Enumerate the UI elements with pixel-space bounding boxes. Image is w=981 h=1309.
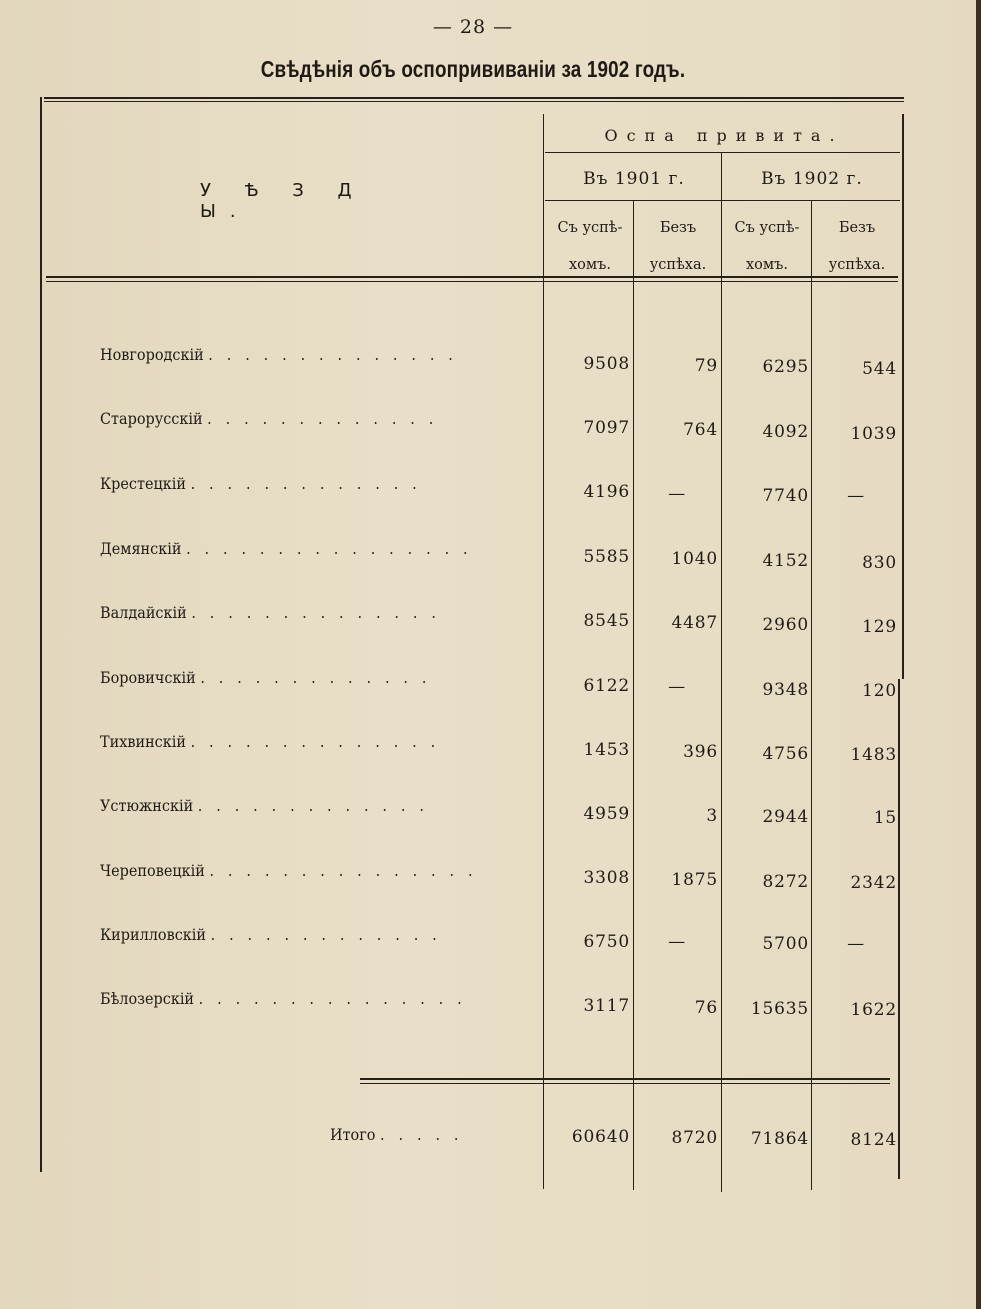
district-name: Тихвинскій xyxy=(100,733,186,751)
district-name: Бѣлозерскій xyxy=(100,990,195,1008)
district-name: Валдайскій xyxy=(100,604,187,622)
district-name: Новгородскій xyxy=(100,346,204,364)
cell-1901-fail: 4487 xyxy=(671,613,718,633)
cell-1902-fail: 544 xyxy=(862,359,897,379)
district-name: Крестецкій xyxy=(100,475,186,493)
vaccinated-header: Оспа привита. xyxy=(604,126,844,145)
district-name: Устюжнскій xyxy=(100,797,194,815)
cell-1902-fail: 1622 xyxy=(850,1000,897,1020)
district-name: Старорусскій xyxy=(100,410,203,428)
without-success-header-1901: Безъ успѣха. xyxy=(649,220,707,273)
cell-1902-success: 2960 xyxy=(762,615,809,635)
district-name: Боровичскій xyxy=(100,669,196,687)
cell-1902-success: 15635 xyxy=(750,999,809,1019)
total-1902-success: 71864 xyxy=(750,1129,809,1149)
cell-1902-fail: 1483 xyxy=(850,745,897,765)
with-success-header-1902: Съ успѣ- хомъ. xyxy=(734,220,800,273)
district-name: Череповецкій xyxy=(100,862,205,880)
cell-1902-success: 7740 xyxy=(762,486,809,506)
cell-1902-success: 4152 xyxy=(762,551,809,571)
cell-1901-fail: 1040 xyxy=(671,549,718,569)
cell-1901-success: 3308 xyxy=(583,868,630,888)
page-number: — 28 — xyxy=(432,16,514,38)
cell-1902-fail: 120 xyxy=(862,681,897,701)
cell-1901-fail: 3 xyxy=(706,806,718,826)
cell-1901-fail: 396 xyxy=(683,742,718,762)
book-spine-edge xyxy=(976,0,981,1309)
district-name: Демянскій xyxy=(100,540,182,558)
cell-1901-fail: 764 xyxy=(683,420,718,440)
cell-1901-success: 6122 xyxy=(583,676,630,696)
total-label: Итого xyxy=(330,1126,376,1144)
districts-header: У Ѣ З Д Ы. xyxy=(200,180,366,222)
cell-1902-fail: 15 xyxy=(873,808,897,828)
cell-1901-success: 1453 xyxy=(583,740,630,760)
cell-1901-fail: — xyxy=(668,677,686,697)
cell-1902-success: 4756 xyxy=(762,744,809,764)
cell-1902-success: 9348 xyxy=(762,680,809,700)
cell-1901-success: 9508 xyxy=(583,354,630,374)
cell-1901-success: 5585 xyxy=(583,547,630,567)
cell-1901-fail: 1875 xyxy=(671,870,718,890)
year-1901-header: Въ 1901 г. xyxy=(583,169,685,189)
cell-1902-success: 2944 xyxy=(762,807,809,827)
cell-1902-fail: 2342 xyxy=(850,873,897,893)
cell-1901-fail: 79 xyxy=(694,356,718,376)
without-success-header-1902: Безъ успѣха. xyxy=(828,220,886,273)
cell-1902-success: 6295 xyxy=(762,357,809,377)
cell-1901-success: 3117 xyxy=(583,996,630,1016)
cell-1902-fail: 1039 xyxy=(850,424,897,444)
total-1902-fail: 8124 xyxy=(850,1130,897,1150)
total-1901-success: 60640 xyxy=(571,1127,630,1147)
cell-1901-fail: — xyxy=(668,484,686,504)
cell-1901-success: 4196 xyxy=(583,482,630,502)
cell-1902-fail: — xyxy=(847,486,865,506)
cell-1901-success: 7097 xyxy=(583,418,630,438)
with-success-header-1901: Съ успѣ- хомъ. xyxy=(557,220,623,273)
cell-1901-success: 6750 xyxy=(583,932,630,952)
cell-1902-success: 5700 xyxy=(762,934,809,954)
cell-1901-success: 4959 xyxy=(583,804,630,824)
district-name: Кирилловскій xyxy=(100,926,207,944)
page-title: Свѣдѣнія объ оспопрививаніи за 1902 годъ. xyxy=(260,56,686,82)
cell-1901-fail: 76 xyxy=(694,998,718,1018)
cell-1902-fail: 830 xyxy=(862,553,897,573)
cell-1901-fail: — xyxy=(668,932,686,952)
cell-1902-success: 4092 xyxy=(762,422,809,442)
year-1902-header: Въ 1902 г. xyxy=(761,169,863,189)
cell-1902-fail: — xyxy=(847,934,865,954)
cell-1902-success: 8272 xyxy=(762,872,809,892)
total-1901-fail: 8720 xyxy=(671,1128,718,1148)
cell-1901-success: 8545 xyxy=(583,611,630,631)
cell-1902-fail: 129 xyxy=(862,617,897,637)
